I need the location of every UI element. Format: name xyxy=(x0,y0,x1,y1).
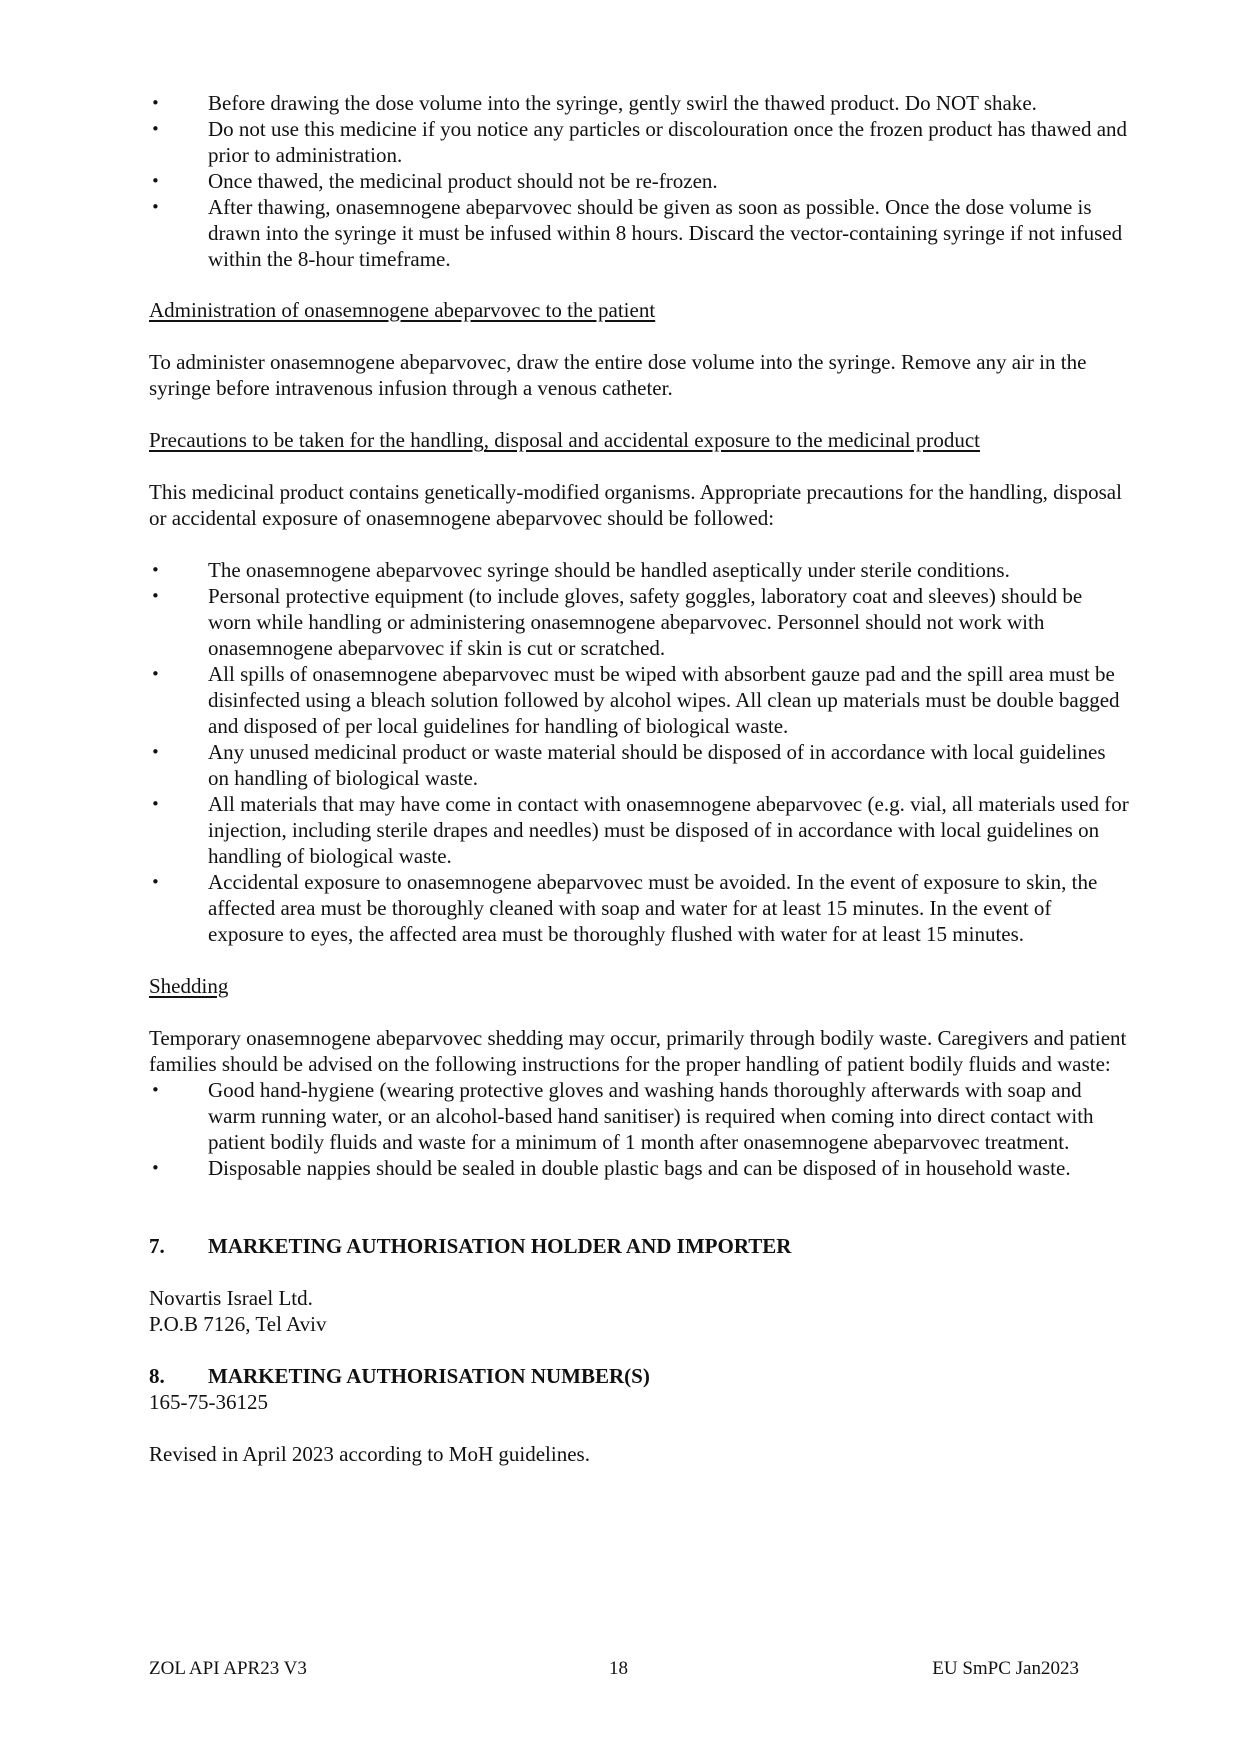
holder-address: P.O.B 7126, Tel Aviv xyxy=(149,1312,327,1336)
section-7-heading xyxy=(149,1233,1129,1259)
bullet-icon: • xyxy=(151,561,160,579)
bullet-icon: • xyxy=(151,120,160,138)
list-item: • The onasemnogene abeparvovec syringe should be handled aseptically under sterile conditions. xyxy=(151,558,1010,582)
bullet-list-shedding xyxy=(149,1077,1129,1181)
list-item: • Disposable nappies should be sealed in double plastic bags and can be disposed of in household waste. xyxy=(151,1156,1071,1180)
list-item: • Good hand-hygiene (wearing protective gloves and washing hands thoroughly afterwards with soap and warm running water, or an alcohol-based hand sanitiser) is required when coming into direct contact with patient bodily fluids and waste for a minimum of 1 month after onasemnogene abeparvovec treatment. xyxy=(151,1078,1094,1154)
page-number: 18 xyxy=(609,1658,628,1679)
list-item: • Personal protective equipment (to include gloves, safety goggles, laboratory coat and sleeves) should be worn while handling or administering onasemnogene abeparvovec. Personnel should not work with onasemnogene abeparvovec if skin is cut or scratched. xyxy=(151,584,1083,660)
admin-heading: Administration of onasemnogene abeparvovec to the patient xyxy=(149,298,656,322)
section-7-title: MARKETING AUTHORISATION HOLDER AND IMPORTER xyxy=(208,1234,792,1258)
bullet-icon: • xyxy=(151,665,160,683)
bullet-icon: • xyxy=(151,1081,160,1099)
bullet-icon: • xyxy=(151,1159,160,1177)
precautions-heading: Precautions to be taken for the handling, disposal and accidental exposure to the medicinal product xyxy=(149,428,980,452)
authorisation-number: 165-75-36125 xyxy=(149,1390,268,1414)
revised-note: Revised in April 2023 according to MoH guidelines. xyxy=(149,1442,590,1466)
holder-name: Novartis Israel Ltd. xyxy=(149,1286,313,1310)
precautions-text: This medicinal product contains genetically-modified organisms. Appropriate precautions for the handling, disposal or accidental exposure of onasemnogene abeparvovec should be followed: xyxy=(149,480,1122,530)
list-item: • After thawing, onasemnogene abeparvovec should be given as soon as possible. Once the dose volume is drawn into the syringe it must be infused within 8 hours. Discard the vector-containing syringe if not infused within the 8-hour timeframe. xyxy=(151,195,1123,271)
bullet-list-thawing xyxy=(149,90,1129,272)
bullet-icon: • xyxy=(151,198,160,216)
bullet-list-precautions xyxy=(149,557,1129,947)
section-8-title: MARKETING AUTHORISATION NUMBER(S) xyxy=(208,1364,650,1388)
list-item: • All spills of onasemnogene abeparvovec must be wiped with absorbent gauze pad and the spill area must be disinfected using a bleach solution followed by alcohol wipes. All clean up materials must be double bagged and disposed of per local guidelines for handling of biological waste. xyxy=(151,662,1120,738)
shedding-heading: Shedding xyxy=(149,974,229,998)
bullet-icon: • xyxy=(151,795,160,813)
footer-document-code: ZOL API APR23 V3 xyxy=(149,1658,307,1679)
bullet-icon: • xyxy=(151,587,160,605)
section-8-number: 8. xyxy=(149,1364,165,1388)
section-8-heading xyxy=(149,1363,1129,1389)
list-item: • Any unused medicinal product or waste material should be disposed of in accordance with local guidelines on handling of biological waste. xyxy=(151,740,1106,790)
bullet-icon: • xyxy=(151,743,160,761)
list-item: • All materials that may have come in contact with onasemnogene abeparvovec (e.g. vial, all materials used for injection, including sterile drapes and needles) must be disposed of in accordance with local guidelines on handling of biological waste. xyxy=(151,792,1129,868)
bullet-icon: • xyxy=(151,172,160,190)
list-item: • Accidental exposure to onasemnogene abeparvovec must be avoided. In the event of exposure to skin, the affected area must be thoroughly cleaned with soap and water for at least 15 minutes. In the event of exposure to eyes, the affected area must be thoroughly flushed with water for at least 15 minutes. xyxy=(151,870,1098,946)
list-item: • Do not use this medicine if you notice any particles or discolouration once the frozen product has thawed and prior to administration. xyxy=(151,117,1128,167)
list-item: • Once thawed, the medicinal product should not be re-frozen. xyxy=(151,169,718,193)
admin-text: To administer onasemnogene abeparvovec, draw the entire dose volume into the syringe. Remove any air in the syringe before intravenous infusion through a venous catheter. xyxy=(149,350,1087,400)
shedding-text: Temporary onasemnogene abeparvovec shedding may occur, primarily through bodily waste. Caregivers and patient families should be advised on the following instructions for the proper handling of patient bodily fluids and waste: xyxy=(149,1026,1127,1076)
footer-reference: EU SmPC Jan2023 xyxy=(932,1658,1079,1679)
section-7-number: 7. xyxy=(149,1234,165,1258)
list-item: • Before drawing the dose volume into the syringe, gently swirl the thawed product. Do NOT shake. xyxy=(151,91,1037,115)
bullet-icon: • xyxy=(151,873,160,891)
document-page xyxy=(149,90,1129,1467)
bullet-icon: • xyxy=(151,94,160,112)
